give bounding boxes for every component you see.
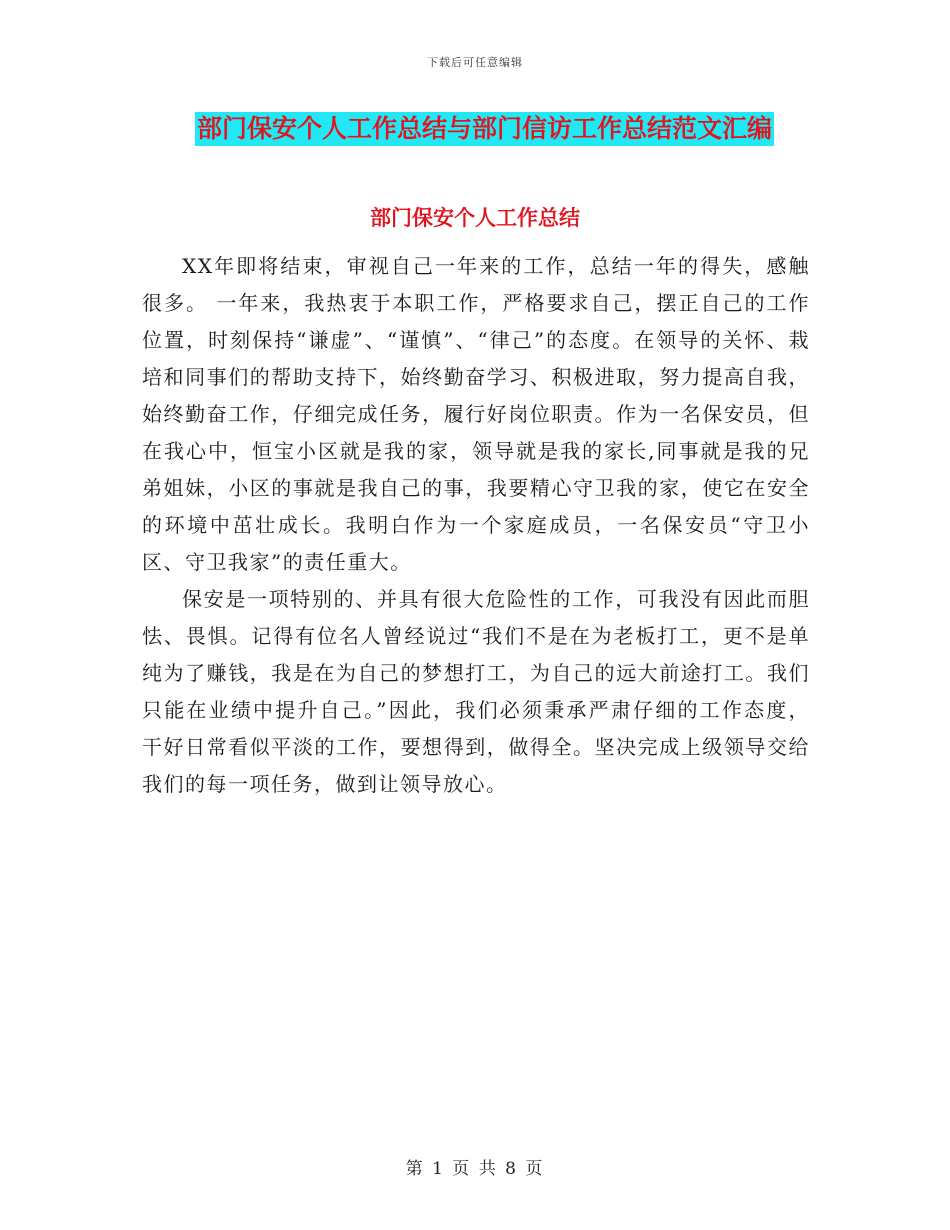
body-text: [142, 248, 810, 803]
header-note: 下载后可任意编辑: [427, 56, 523, 69]
section-title: 部门保安个人工作总结: [370, 206, 580, 230]
document-main-title: 部门保安个人工作总结与部门信访工作总结范文汇编: [195, 112, 774, 146]
page-number-footer: 第 1 页 共 8 页: [405, 1159, 545, 1179]
paragraph-2: 保安是一项特别的、并具有很大危险性的工作，可我没有因此而胆怯、畏惧。记得有位名人曾经说过“我们不是在为老板打工，更不是单纯为了赚钱，我是在为自己的梦想打工，为自己的远大前途打工。我们只能在业绩中提升自己。”因此，我们必须秉承严肃仔细的工作态度，干好日常看似平淡的工作，要想得到，做得全。坚决完成上级领导交给我们的每一项任务，做到让领导放心。: [142, 587, 810, 796]
paragraph-1: XX年即将结束，审视自己一年来的工作，总结一年的得失，感触很多。 一年来，我热衷于本职工作，严格要求自己，摆正自己的工作位置，时刻保持“谦虚”、“谨慎”、“律己”的态度。在领导的关怀、栽培和同事们的帮助支持下，始终勤奋学习、积极进取，努力提高自我，始终勤奋工作，仔细完成任务，履行好岗位职责。作为一名保安员，但在我心中，恒宝小区就是我的家，领导就是我的家长,同事就是我的兄弟姐妹，小区的事就是我自己的事，我要精心守卫我的家，使它在安全的环境中茁壮成长。我明白作为一个家庭成员，一名保安员“守卫小区、守卫我家”的责任重大。: [142, 254, 810, 574]
